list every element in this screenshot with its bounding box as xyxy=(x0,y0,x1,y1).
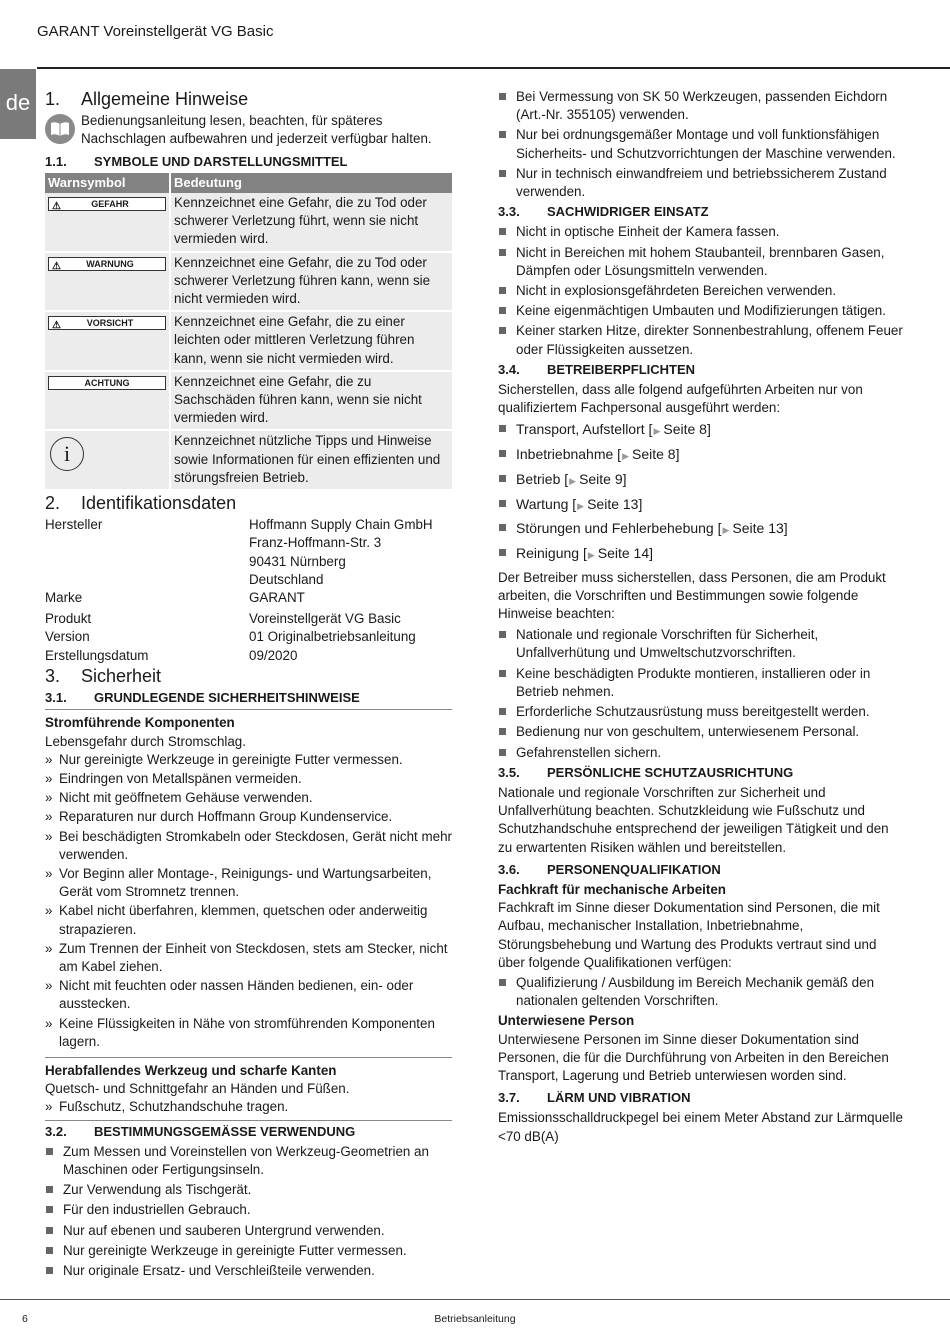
cross-reference-list xyxy=(498,420,906,564)
section-3-heading xyxy=(45,667,452,685)
operator-duties-intro: Sicherstellen, dass alle folgend aufgeführten Arbeiten nur von qualifiziertem Fachpersonal ausgeführt werden: xyxy=(498,382,863,416)
protective-equipment-text: Nationale und regionale Vorschriften zur Sicherheit und Unfallverhütung beachten. Schutzkleidung wie Fußschutz und Schutzhandschuhe entsprechend der jeweiligen Tätigkeit und den zu erwartenten Risiken wählen und bereitstellen. xyxy=(498,784,889,855)
reference-text: Transport, Aufstellort [ xyxy=(516,421,653,438)
qualification-text: Fachkraft im Sinne dieser Dokumentation sind Personen, die mit Aufbau, mechanischer Installation, Inbetriebnahme, Störungsbehebung und Wartung des Produkts vertraut sind und über folgende Qualifikationen verfügen: xyxy=(498,900,880,970)
list-item: » Reparaturen nur durch Hoffmann Group Kundenservice. xyxy=(45,808,452,826)
intended-use-list-continued xyxy=(498,88,906,201)
warning-triangle-icon: ⚠ xyxy=(52,320,61,332)
list-item: » Kabel nicht überfahren, klemmen, quetschen oder anderweitig strapazieren. xyxy=(45,902,452,938)
noise-text: Emissionsschalldruckpegel bei einem Meter Abstand zur Lärmquelle <70 dB(A) xyxy=(498,1110,903,1144)
divider xyxy=(45,1120,452,1121)
list-item: Nur in technisch einwandfreiem und betriebssicherem Zustand verwenden. xyxy=(498,165,906,201)
list-item: » Nicht mit feuchten oder nassen Händen bedienen, ein- oder ausstecken. xyxy=(45,977,452,1013)
reference-text: Störungen und Fehlerbehebung [ xyxy=(516,520,722,537)
subsection-title: PERSÖNLICHE SCHUTZAUSRICHTUNG xyxy=(547,764,794,780)
list-item: Nicht in Bereichen mit hohem Staubanteil, brennbaren Gasen, Dämpfen oder Lösungsmitteln verwenden. xyxy=(498,244,906,280)
warning-symbols-table xyxy=(45,173,452,491)
page-reference-link[interactable]: Seite 13] xyxy=(732,520,788,537)
warn-label-text: ACHTUNG xyxy=(84,377,130,388)
table-row xyxy=(45,252,452,312)
ident-value: 01 Originalbetriebsanleitung xyxy=(249,629,416,645)
hazard-intro: Lebensgefahr durch Stromschlag. xyxy=(45,733,246,749)
subsection-title: GRUNDLEGENDE SICHERHEITSHINWEISE xyxy=(94,690,360,706)
ident-key: Produkt xyxy=(45,611,92,627)
ident-value: Voreinstellgerät VG Basic xyxy=(249,611,401,627)
arrow-right-icon: ▶ xyxy=(577,500,585,511)
read-note-text: Bedienungsanleitung lesen, beachten, für späteres Nachschlagen aufbewahren und jederzeit verfügbar halten. xyxy=(81,113,432,147)
list-item: Zur Verwendung als Tischgerät. xyxy=(45,1181,452,1199)
arrow-right-icon: ▶ xyxy=(653,426,661,437)
section-number: 1. xyxy=(45,89,61,109)
section-3-4-heading xyxy=(498,361,906,379)
info-icon: i xyxy=(50,437,84,471)
warning-triangle-icon: ⚠ xyxy=(52,260,61,272)
list-item: » Fußschutz, Schutzhandschuhe tragen. xyxy=(45,1098,452,1116)
section-3-6-heading xyxy=(498,861,906,879)
subsection-number: 3.4. xyxy=(498,361,520,377)
table-header-row xyxy=(45,173,452,193)
list-item: Nur auf ebenen und sauberen Untergrund verwenden. xyxy=(45,1222,452,1240)
page-header-title: GARANT Voreinstellgerät VG Basic xyxy=(37,23,274,40)
cross-reference-item[interactable] xyxy=(498,470,906,490)
list-item: Nationale und regionale Vorschriften für Sicherheit, Unfallverhütung und Umweltschutzvorschriften. xyxy=(498,626,906,662)
section-title: Identifikationsdaten xyxy=(81,493,237,514)
arrow-right-icon: ▶ xyxy=(569,475,577,486)
meaning-cell: Kennzeichnet eine Gefahr, die zu einer leichten oder mittleren Verletzung führen kann, wenn sie nicht vermieden wird. xyxy=(170,311,452,371)
cross-reference-item[interactable] xyxy=(498,420,906,440)
meaning-cell: Kennzeichnet eine Gefahr, die zu Tod oder schwerer Verletzung führt, wenn sie nicht vermieden wird. xyxy=(170,193,452,252)
section-2-heading xyxy=(45,494,452,512)
table-row xyxy=(45,430,452,490)
qualification-text: Unterwiesene Personen im Sinne dieser Dokumentation sind Personen, die für die Durchführung von Arbeiten in den Bereichen Transport, Lagerung und Betrieb unterwiesen worden sind. xyxy=(498,1031,889,1083)
list-item: Erforderliche Schutzausrüstung muss bereitgestellt werden. xyxy=(498,703,906,721)
left-column xyxy=(45,88,452,1282)
subsection-title: SACHWIDRIGER EINSATZ xyxy=(547,204,709,220)
list-item: Nicht in optische Einheit der Kamera fassen. xyxy=(498,223,906,241)
ident-value: GARANT xyxy=(249,590,305,606)
reference-text: Wartung [ xyxy=(516,495,577,512)
section-3-7-heading xyxy=(498,1089,906,1107)
arrow-right-icon: ▶ xyxy=(587,549,595,560)
meaning-cell: Kennzeichnet nützliche Tipps und Hinweise sowie Informationen für einen effizienten und störungsfreien Betrieb. xyxy=(170,430,452,490)
qualification-title: Fachkraft für mechanische Arbeiten xyxy=(498,881,726,897)
section-title: Allgemeine Hinweise xyxy=(81,89,249,109)
footer-rule xyxy=(0,1299,950,1300)
hazard-title: Stromführende Komponenten xyxy=(45,715,235,731)
table-row xyxy=(45,193,452,252)
reference-text: Betrieb [ xyxy=(516,470,569,487)
subsection-number: 3.6. xyxy=(498,861,520,877)
subsection-title: PERSONENQUALIFIKATION xyxy=(547,861,721,877)
arrow-right-icon: ▶ xyxy=(622,451,629,462)
ident-key: Marke xyxy=(45,590,83,606)
page-number: 6 xyxy=(22,1313,28,1325)
subsection-number: 3.3. xyxy=(498,204,520,220)
qualification-list xyxy=(498,974,906,1010)
cross-reference-item[interactable] xyxy=(498,519,906,539)
ident-value: Hoffmann Supply Chain GmbH Franz-Hoffmann-Str. 3 90431 Nürnberg Deutschland xyxy=(249,517,433,587)
section-number: 3. xyxy=(45,665,61,686)
warn-label-text: GEFAHR xyxy=(91,198,129,209)
identification-data xyxy=(45,516,452,665)
section-3-5-heading xyxy=(498,764,906,782)
subsection-title: LÄRM UND VIBRATION xyxy=(547,1090,691,1106)
meaning-cell: Kennzeichnet eine Gefahr, die zu Sachschäden führen kann, wenn sie nicht vermieden wird. xyxy=(170,371,452,431)
section-1-1-heading xyxy=(45,153,452,171)
operator-duties-list xyxy=(498,626,906,761)
list-item: Keine eigenmächtigen Umbauten und Modifizierungen tätigen. xyxy=(498,302,906,320)
section-title: Sicherheit xyxy=(81,665,162,686)
section-3-1-heading xyxy=(45,689,452,710)
list-item: Nur originale Ersatz- und Verschleißteile verwenden. xyxy=(45,1262,452,1280)
page-reference-link[interactable]: Seite 14] xyxy=(597,544,654,561)
subsection-title: BESTIMMUNGSGEMÄSSE VERWENDUNG xyxy=(94,1123,356,1139)
list-item: Zum Messen und Voreinstellen von Werkzeug-Geometrien an Maschinen oder Fertigungsinseln. xyxy=(45,1143,452,1179)
danger-label xyxy=(48,197,166,211)
list-item: Keine beschädigten Produkte montieren, installieren oder in Betrieb nehmen. xyxy=(498,665,906,701)
reference-text: Inbetriebnahme [ xyxy=(516,446,622,463)
list-item: Gefahrenstellen sichern. xyxy=(498,744,906,762)
list-item: Bei Vermessung von SK 50 Werkzeugen, passenden Eichdorn (Art.-Nr. 355105) verwenden. xyxy=(498,88,906,124)
warn-label-text: WARNUNG xyxy=(86,258,134,269)
list-item: » Nur gereinigte Werkzeuge in gereinigte Futter vermessen. xyxy=(45,751,452,769)
list-item: Qualifizierung / Ausbildung im Bereich Mechanik gemäß den nationalen geltenden Vorschriften. xyxy=(498,974,906,1010)
section-1-heading xyxy=(45,90,452,108)
subsection-number: 3.2. xyxy=(45,1123,67,1139)
meaning-cell: Kennzeichnet eine Gefahr, die zu Tod oder schwerer Verletzung führen kann, wenn sie nicht vermieden wird. xyxy=(170,252,452,312)
header-rule xyxy=(37,67,950,69)
warning-label xyxy=(48,257,166,271)
intended-use-list xyxy=(45,1143,452,1280)
right-column xyxy=(498,88,906,1146)
hazard-measures-list xyxy=(45,1098,452,1116)
list-item: » Vor Beginn aller Montage-, Reinigungs- und Wartungsarbeiten, Gerät vom Stromnetz trennen. xyxy=(45,865,452,901)
list-item: » Zum Trennen der Einheit von Steckdosen, stets am Stecker, nicht am Kabel ziehen. xyxy=(45,940,452,976)
notice-label xyxy=(48,376,166,390)
cross-reference-item[interactable] xyxy=(498,445,906,465)
list-item: Nicht in explosionsgefährdeten Bereichen verwenden. xyxy=(498,282,906,300)
operator-duties-paragraph: Der Betreiber muss sicherstellen, dass Personen, die am Produkt arbeiten, die Vorschriften und Bestimmungen sowie folgende Hinweise beachten: xyxy=(498,569,886,622)
hazard-measures-list xyxy=(45,751,452,1051)
ident-key: Erstellungsdatum xyxy=(45,647,149,663)
page-reference-link[interactable]: Seite 9] xyxy=(579,470,627,487)
page-reference-link[interactable]: Seite 13] xyxy=(587,495,643,512)
list-item: Keiner starken Hitze, direkter Sonnenbestrahlung, offenem Feuer oder Flüssigkeiten aussetzen. xyxy=(498,322,906,358)
subsection-number: 1.1. xyxy=(45,153,67,169)
list-item: » Nicht mit geöffnetem Gehäuse verwenden. xyxy=(45,789,452,807)
table-row xyxy=(45,311,452,371)
caution-label xyxy=(48,316,166,330)
arrow-right-icon: ▶ xyxy=(722,525,730,536)
column-header-bedeutung: Bedeutung xyxy=(170,173,452,193)
hazard-title: Herabfallendes Werkzeug und scharfe Kanten xyxy=(45,1062,337,1078)
read-manual-note xyxy=(45,112,452,148)
read-manual-icon xyxy=(45,114,75,144)
list-item: Bedienung nur von geschultem, unterwiesenem Personal. xyxy=(498,723,906,741)
divider xyxy=(45,1057,452,1058)
section-3-3-heading xyxy=(498,203,906,221)
ident-value: 09/2020 xyxy=(249,647,298,663)
ident-key: Version xyxy=(45,629,90,645)
subsection-number: 3.7. xyxy=(498,1090,520,1106)
page-reference-link[interactable]: Seite 8] xyxy=(632,446,680,463)
section-3-2-heading xyxy=(45,1123,452,1141)
misuse-list xyxy=(498,223,906,358)
subsection-title: BETREIBERPFLICHTEN xyxy=(547,361,696,377)
list-item: Für den industriellen Gebrauch. xyxy=(45,1201,452,1219)
list-item: Nur bei ordnungsgemäßer Montage und voll funktionsfähigen Sicherheits- und Schutzvorrichtungen der Maschine verwenden. xyxy=(498,126,906,162)
list-item: » Eindringen von Metallspänen vermeiden. xyxy=(45,770,452,788)
page-reference-link[interactable]: Seite 8] xyxy=(663,421,711,438)
cross-reference-item[interactable] xyxy=(498,544,906,564)
ident-key: Hersteller xyxy=(45,517,103,533)
column-header-warnsymbol: Warnsymbol xyxy=(45,173,170,193)
subsection-number: 3.1. xyxy=(45,690,67,706)
subsection-number: 3.5. xyxy=(498,764,520,780)
list-item: » Bei beschädigten Stromkabeln oder Steckdosen, Gerät nicht mehr verwenden. xyxy=(45,828,452,864)
section-number: 2. xyxy=(45,493,61,514)
list-item: » Keine Flüssigkeiten in Nähe von stromführenden Komponenten lagern. xyxy=(45,1015,452,1051)
subsection-title: SYMBOLE UND DARSTELLUNGSMITTEL xyxy=(94,153,348,169)
list-item: Nur gereinigte Werkzeuge in gereinigte Futter vermessen. xyxy=(45,1242,452,1260)
language-tab: de xyxy=(0,69,36,139)
qualification-title: Unterwiesene Person xyxy=(498,1013,635,1029)
table-row xyxy=(45,371,452,431)
hazard-intro: Quetsch- und Schnittgefahr an Händen und Füßen. xyxy=(45,1081,350,1097)
cross-reference-item[interactable] xyxy=(498,495,906,515)
warning-triangle-icon: ⚠ xyxy=(52,201,61,213)
reference-text: Reinigung [ xyxy=(516,544,587,561)
warn-label-text: VORSICHT xyxy=(86,318,134,329)
footer-document-title: Betriebsanleitung xyxy=(434,1313,516,1325)
